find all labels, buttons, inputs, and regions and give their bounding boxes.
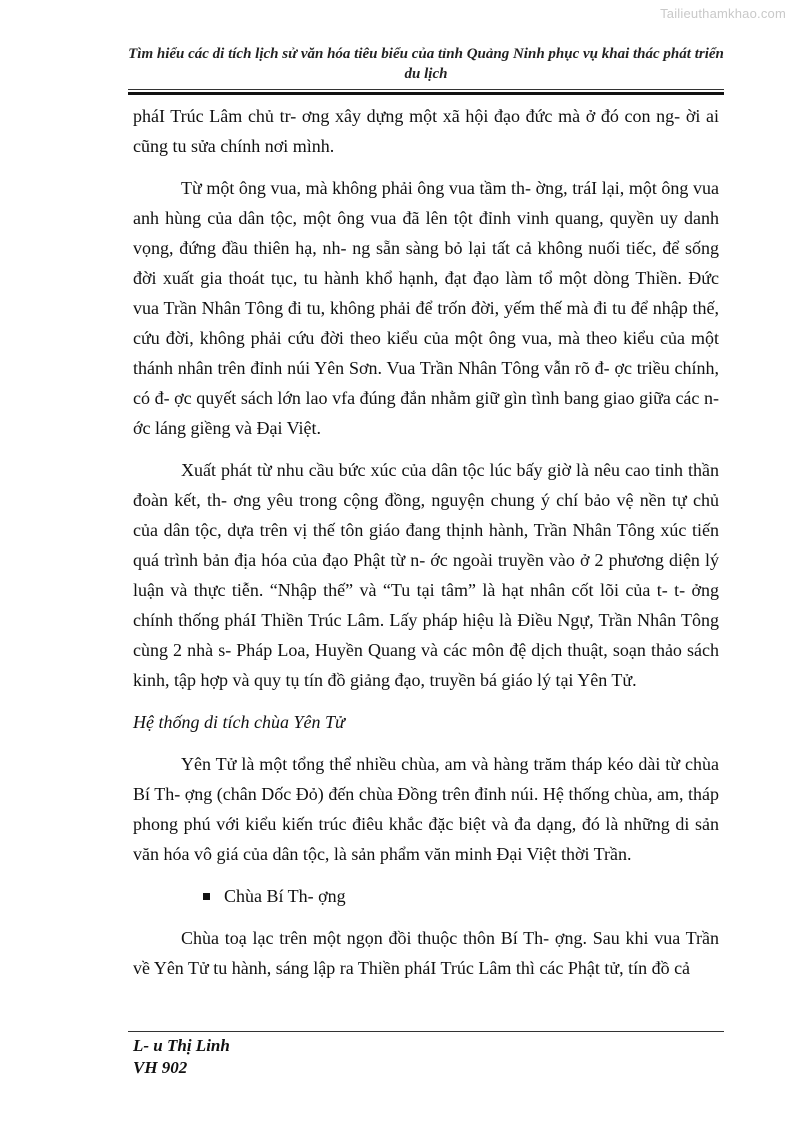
header-rule-thin bbox=[128, 89, 724, 90]
paragraph-5: Chùa toạ lạc trên một ngọn đồi thuộc thôn Bí Th- ợng. Sau khi vua Trần về Yên Tử tu hành, sáng lập ra Thiền pháI Trúc Lâm thì các Phật tử, tín đồ cả bbox=[133, 928, 719, 978]
paragraph-2: Từ một ông vua, mà không phải ông vua tầm th- ờng, tráI lại, một ông vua anh hùng của dân tộc, một ông vua đã lên tột đỉnh vinh quang, quyền uy danh vọng, đứng đầu thiên hạ, nh- ng sẵn sàng bỏ lại tất cả không nuối tiếc, để sống đời xuất gia thoát tục, tu hành khổ hạnh, đạt đạo làm tổ một dòng Thiền. Đức vua Trần Nhân Tông đi tu, không phải để trốn đời, yếm thế mà đi tu để nhập thế, cứu đời, không phải cứu đời theo kiểu của một ông vua, mà theo kiểu của một thánh nhân trên đỉnh núi Yên Sơn. Vua Trần Nhân Tông vẫn rõ đ- ợc triều chính, có đ- ợc quyết sách lớn lao vfa đúng đắn nhằm giữ gìn tình bang giao giữa các n- ớc láng giềng và Đại Việt. bbox=[133, 178, 719, 438]
bullet-item-label: Chùa Bí Th- ợng bbox=[224, 886, 346, 906]
author-name: L- u Thị Linh bbox=[133, 1036, 230, 1055]
paragraph-1: pháI Trúc Lâm chủ tr- ơng xây dựng một xã hội đạo đức mà ở đó con ng- ời ai cũng tu sửa chính nơi mình. bbox=[133, 106, 719, 156]
class-code: VH 902 bbox=[133, 1058, 188, 1077]
footer-author-block bbox=[133, 1035, 230, 1079]
page-header-title: Tìm hiểu các di tích lịch sử văn hóa tiêu biểu của tỉnh Quảng Ninh phục vụ khai thác phát triển du lịch bbox=[128, 46, 724, 82]
bullet-item bbox=[203, 881, 719, 911]
square-bullet-icon bbox=[203, 893, 210, 900]
document-body bbox=[133, 101, 719, 995]
section-subheading: Hệ thống di tích chùa Yên Tử bbox=[133, 712, 345, 732]
watermark-text: Tailieuthamkhao.com bbox=[660, 6, 786, 21]
paragraph-4: Yên Tử là một tổng thể nhiều chùa, am và hàng trăm tháp kéo dài từ chùa Bí Th- ợng (chân Dốc Đỏ) đến chùa Đồng trên đỉnh núi. Hệ thống chùa, am, tháp phong phú với kiểu kiến trúc điêu khắc đặc biệt và đa dạng, đó là những di sản văn hóa vô giá của dân tộc, là sản phẩm văn minh Đại Việt thời Trần. bbox=[133, 754, 719, 864]
header-rule-thick bbox=[128, 92, 724, 95]
paragraph-3: Xuất phát từ nhu cầu bức xúc của dân tộc lúc bấy giờ là nêu cao tinh thần đoàn kết, th- ơng yêu trong cộng đồng, nguyện chung ý chí bảo vệ nền tự chủ của dân tộc, dựa trên vị thế tôn giáo đang thịnh hành, Trần Nhân Tông xúc tiến quá trình bản địa hóa của đạo Phật từ n- ớc ngoài truyền vào ở 2 phương diện lý luận và thực tiễn. “Nhập thế” và “Tu tại tâm” là hạt nhân cốt lõi của t- t- ởng chính thống pháI Thiền Trúc Lâm. Lấy pháp hiệu là Điều Ngự, Trần Nhân Tông cùng 2 nhà s- Pháp Loa, Huyền Quang và các môn đệ dịch thuật, soạn thảo sách kinh, tập hợp và quy tụ tín đồ giảng đạo, truyền bá giáo lý tại Yên Tử. bbox=[133, 460, 719, 690]
footer-rule bbox=[128, 1031, 724, 1032]
